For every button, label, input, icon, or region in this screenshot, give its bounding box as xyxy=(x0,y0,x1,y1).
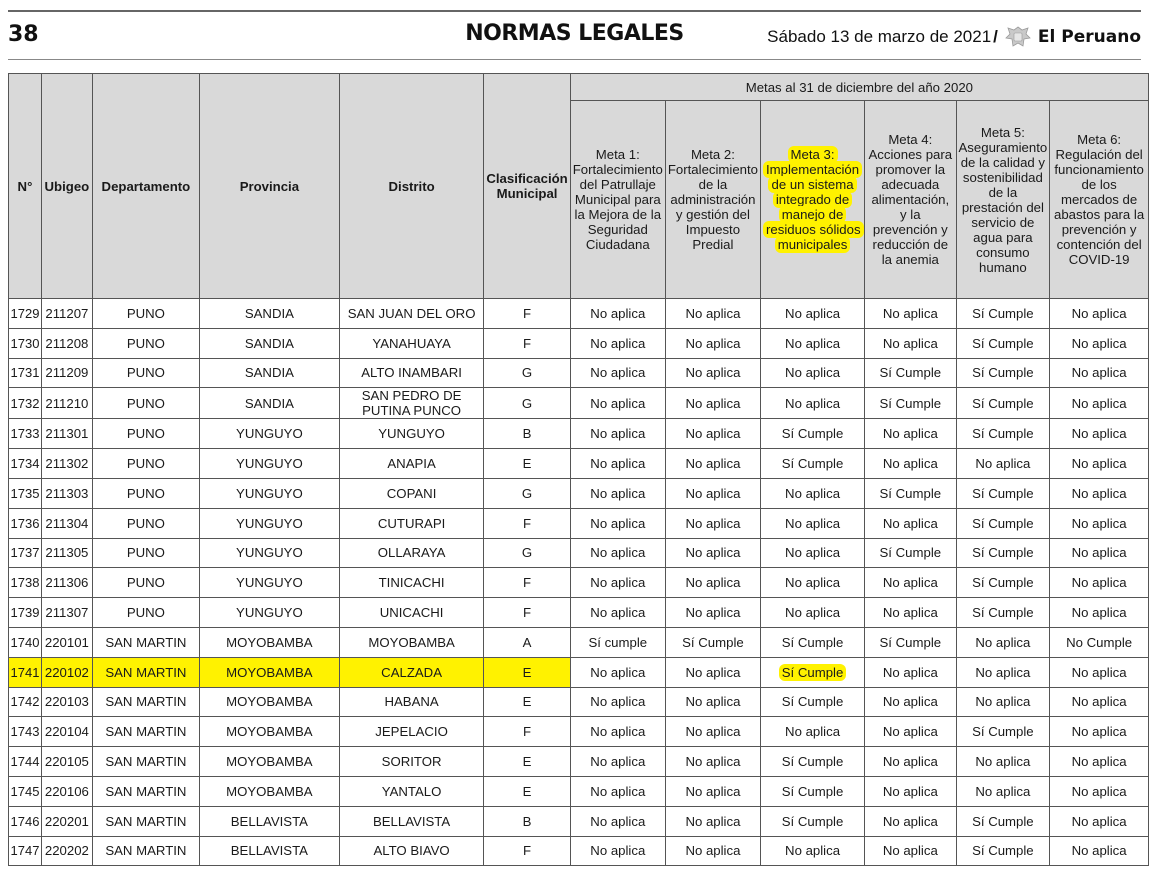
cell-ubigeo: 211209 xyxy=(41,358,92,388)
cell-provincia: YUNGUYO xyxy=(199,449,339,479)
cell-meta-4: No aplica xyxy=(865,836,956,866)
cell-distrito: SAN PEDRO DE PUTINA PUNCO xyxy=(339,388,484,419)
table-row xyxy=(9,358,1149,388)
col-header-distrito: Distrito xyxy=(339,74,484,299)
cell-meta-3: No aplica xyxy=(761,388,865,419)
cell-meta-2: No aplica xyxy=(665,806,760,836)
cell-meta-5: Sí Cumple xyxy=(956,328,1050,358)
col-header-departamento: Departamento xyxy=(92,74,199,299)
cell-meta-6: No aplica xyxy=(1050,388,1149,419)
cell-clasificacion: F xyxy=(484,299,570,329)
cell-departamento: PUNO xyxy=(92,388,199,419)
page-number: 38 xyxy=(8,22,39,47)
cell-meta-5: Sí Cumple xyxy=(956,358,1050,388)
cell-meta-4: No aplica xyxy=(865,657,956,687)
table-row xyxy=(9,419,1149,449)
meta-3-highlight: Sí Cumple xyxy=(779,664,847,681)
cell-n: 1745 xyxy=(9,776,42,806)
cell-meta-3: No aplica xyxy=(761,568,865,598)
cell-meta-5: Sí Cumple xyxy=(956,538,1050,568)
cell-distrito: CUTURAPI xyxy=(339,508,484,538)
cell-meta-5: Sí Cumple xyxy=(956,478,1050,508)
cell-departamento: PUNO xyxy=(92,299,199,329)
cell-meta-6: No aplica xyxy=(1050,419,1149,449)
col-header-meta-1: Meta 1: Fortalecimiento del Patrullaje Municipal para la Mejora de la Seguridad Ciudadana xyxy=(570,101,665,299)
cell-meta-6: No aplica xyxy=(1050,449,1149,479)
cell-provincia: SANDIA xyxy=(199,358,339,388)
cell-clasificacion: G xyxy=(484,388,570,419)
cell-meta-1: No aplica xyxy=(570,478,665,508)
cell-meta-2: No aplica xyxy=(665,598,760,628)
cell-meta-2: No aplica xyxy=(665,388,760,419)
cell-meta-4: Sí Cumple xyxy=(865,388,956,419)
cell-n: 1744 xyxy=(9,747,42,777)
cell-departamento: SAN MARTIN xyxy=(92,657,199,687)
cell-meta-6: No aplica xyxy=(1050,328,1149,358)
cell-meta-4: Sí Cumple xyxy=(865,478,956,508)
table-row xyxy=(9,598,1149,628)
table-row xyxy=(9,776,1149,806)
cell-n: 1730 xyxy=(9,328,42,358)
cell-meta-6: No aplica xyxy=(1050,299,1149,329)
cell-provincia: MOYOBAMBA xyxy=(199,627,339,657)
cell-meta-4: No aplica xyxy=(865,776,956,806)
cell-ubigeo: 211301 xyxy=(41,419,92,449)
cell-meta-1: No aplica xyxy=(570,806,665,836)
cell-meta-6: No aplica xyxy=(1050,806,1149,836)
cell-meta-1: No aplica xyxy=(570,419,665,449)
cell-clasificacion: B xyxy=(484,806,570,836)
cell-ubigeo: 220102 xyxy=(41,657,92,687)
cell-provincia: MOYOBAMBA xyxy=(199,657,339,687)
cell-ubigeo: 211307 xyxy=(41,598,92,628)
publication-title: NORMAS LEGALES xyxy=(465,21,684,46)
cell-clasificacion: F xyxy=(484,508,570,538)
cell-meta-6: No aplica xyxy=(1050,747,1149,777)
cell-ubigeo: 220101 xyxy=(41,627,92,657)
cell-n: 1735 xyxy=(9,478,42,508)
cell-provincia: YUNGUYO xyxy=(199,568,339,598)
cell-meta-5: No aplica xyxy=(956,747,1050,777)
cell-meta-1: No aplica xyxy=(570,449,665,479)
cell-distrito: HABANA xyxy=(339,687,484,717)
cell-meta-6: No aplica xyxy=(1050,568,1149,598)
cell-clasificacion: E xyxy=(484,776,570,806)
cell-departamento: PUNO xyxy=(92,598,199,628)
meta-3-highlight: Meta 3: Implementación de un sistema integrado de manejo de residuos sólidos municipales xyxy=(763,146,864,253)
cell-distrito: MOYOBAMBA xyxy=(339,627,484,657)
cell-departamento: SAN MARTIN xyxy=(92,806,199,836)
table-row xyxy=(9,806,1149,836)
cell-meta-5: Sí Cumple xyxy=(956,806,1050,836)
cell-n: 1729 xyxy=(9,299,42,329)
cell-clasificacion: E xyxy=(484,657,570,687)
cell-departamento: PUNO xyxy=(92,449,199,479)
cell-departamento: SAN MARTIN xyxy=(92,776,199,806)
coat-of-arms-icon xyxy=(1004,24,1032,50)
cell-meta-6: No aplica xyxy=(1050,687,1149,717)
cell-meta-4: Sí Cumple xyxy=(865,627,956,657)
cell-meta-3: No aplica xyxy=(761,717,865,747)
cell-meta-5: No aplica xyxy=(956,449,1050,479)
cell-meta-4: No aplica xyxy=(865,806,956,836)
cell-n: 1747 xyxy=(9,836,42,866)
cell-clasificacion: F xyxy=(484,717,570,747)
cell-departamento: PUNO xyxy=(92,358,199,388)
cell-distrito: COPANI xyxy=(339,478,484,508)
cell-meta-2: No aplica xyxy=(665,568,760,598)
cell-meta-2: No aplica xyxy=(665,299,760,329)
table-row xyxy=(9,328,1149,358)
col-header-meta-4: Meta 4: Acciones para promover la adecuada alimentación, y la prevención y reducción de la anemia xyxy=(865,101,956,299)
col-header-meta-6: Meta 6: Regulación del funcionamiento de los mercados de abastos para la prevención y contención del COVID-19 xyxy=(1050,101,1149,299)
cell-ubigeo: 211302 xyxy=(41,449,92,479)
cell-clasificacion: G xyxy=(484,358,570,388)
issue-date: Sábado 13 de marzo de 2021 xyxy=(767,27,992,46)
cell-meta-5: No aplica xyxy=(956,657,1050,687)
cell-provincia: YUNGUYO xyxy=(199,478,339,508)
cell-meta-1: No aplica xyxy=(570,568,665,598)
cell-meta-2: No aplica xyxy=(665,687,760,717)
date-separator: / xyxy=(993,27,998,46)
cell-meta-6: No aplica xyxy=(1050,538,1149,568)
cell-ubigeo: 220106 xyxy=(41,776,92,806)
cell-distrito: JEPELACIO xyxy=(339,717,484,747)
cell-distrito: ANAPIA xyxy=(339,449,484,479)
table-row xyxy=(9,449,1149,479)
cell-meta-5: Sí Cumple xyxy=(956,717,1050,747)
cell-meta-6: No aplica xyxy=(1050,836,1149,866)
cell-distrito: UNICACHI xyxy=(339,598,484,628)
cell-ubigeo: 211305 xyxy=(41,538,92,568)
cell-meta-5: Sí Cumple xyxy=(956,598,1050,628)
cell-meta-3: No aplica xyxy=(761,358,865,388)
cell-clasificacion: F xyxy=(484,568,570,598)
cell-meta-2: Sí Cumple xyxy=(665,627,760,657)
header-rule xyxy=(8,59,1141,60)
col-header-clasificacion: Clasificación Municipal xyxy=(484,74,570,299)
cell-meta-1: No aplica xyxy=(570,717,665,747)
cell-departamento: PUNO xyxy=(92,419,199,449)
cell-meta-5: Sí Cumple xyxy=(956,299,1050,329)
cell-meta-5: Sí Cumple xyxy=(956,388,1050,419)
cell-clasificacion: G xyxy=(484,478,570,508)
cell-distrito: OLLARAYA xyxy=(339,538,484,568)
cell-distrito: BELLAVISTA xyxy=(339,806,484,836)
cell-meta-4: No aplica xyxy=(865,598,956,628)
metas-table xyxy=(8,73,1149,866)
cell-n: 1741 xyxy=(9,657,42,687)
cell-meta-3: No aplica xyxy=(761,478,865,508)
cell-meta-2: No aplica xyxy=(665,358,760,388)
cell-clasificacion: F xyxy=(484,836,570,866)
cell-clasificacion: G xyxy=(484,538,570,568)
table-row xyxy=(9,747,1149,777)
table-row xyxy=(9,568,1149,598)
cell-clasificacion: B xyxy=(484,419,570,449)
cell-meta-1: No aplica xyxy=(570,328,665,358)
cell-meta-4: No aplica xyxy=(865,687,956,717)
cell-meta-2: No aplica xyxy=(665,538,760,568)
cell-meta-6: No aplica xyxy=(1050,358,1149,388)
cell-meta-3: Sí Cumple xyxy=(761,806,865,836)
cell-clasificacion: A xyxy=(484,627,570,657)
cell-departamento: SAN MARTIN xyxy=(92,627,199,657)
col-header-meta-5: Meta 5: Aseguramiento de la calidad y sostenibilidad de la prestación del servicio de agua para consumo humano xyxy=(956,101,1050,299)
cell-meta-4: Sí Cumple xyxy=(865,538,956,568)
cell-departamento: PUNO xyxy=(92,568,199,598)
cell-meta-3 xyxy=(761,657,865,687)
cell-meta-1: No aplica xyxy=(570,538,665,568)
cell-meta-5: No aplica xyxy=(956,627,1050,657)
cell-n: 1740 xyxy=(9,627,42,657)
cell-clasificacion: E xyxy=(484,687,570,717)
cell-meta-4: No aplica xyxy=(865,299,956,329)
cell-meta-6: No aplica xyxy=(1050,657,1149,687)
col-header-n: N° xyxy=(9,74,42,299)
cell-clasificacion: E xyxy=(484,747,570,777)
cell-meta-1: No aplica xyxy=(570,358,665,388)
cell-meta-5: Sí Cumple xyxy=(956,568,1050,598)
cell-departamento: PUNO xyxy=(92,508,199,538)
table-row xyxy=(9,687,1149,717)
cell-ubigeo: 211207 xyxy=(41,299,92,329)
cell-meta-3: Sí Cumple xyxy=(761,419,865,449)
cell-distrito: YUNGUYO xyxy=(339,419,484,449)
cell-meta-5: Sí Cumple xyxy=(956,836,1050,866)
table-row xyxy=(9,299,1149,329)
cell-ubigeo: 220105 xyxy=(41,747,92,777)
cell-meta-2: No aplica xyxy=(665,747,760,777)
cell-departamento: SAN MARTIN xyxy=(92,717,199,747)
cell-meta-5: No aplica xyxy=(956,687,1050,717)
cell-provincia: YUNGUYO xyxy=(199,419,339,449)
cell-n: 1738 xyxy=(9,568,42,598)
cell-meta-3: Sí Cumple xyxy=(761,449,865,479)
col-header-meta-2: Meta 2: Fortalecimiento de la administración y gestión del Impuesto Predial xyxy=(665,101,760,299)
cell-meta-4: No aplica xyxy=(865,449,956,479)
cell-provincia: SANDIA xyxy=(199,388,339,419)
cell-meta-3: No aplica xyxy=(761,836,865,866)
cell-provincia: SANDIA xyxy=(199,299,339,329)
cell-meta-1: No aplica xyxy=(570,657,665,687)
cell-distrito: SAN JUAN DEL ORO xyxy=(339,299,484,329)
cell-meta-6: No Cumple xyxy=(1050,627,1149,657)
cell-n: 1743 xyxy=(9,717,42,747)
cell-meta-6: No aplica xyxy=(1050,508,1149,538)
cell-ubigeo: 220104 xyxy=(41,717,92,747)
cell-meta-3: Sí Cumple xyxy=(761,747,865,777)
cell-meta-2: No aplica xyxy=(665,657,760,687)
cell-meta-2: No aplica xyxy=(665,419,760,449)
table-row xyxy=(9,627,1149,657)
cell-meta-5: Sí Cumple xyxy=(956,508,1050,538)
col-header-meta-3 xyxy=(761,101,865,299)
cell-n: 1731 xyxy=(9,358,42,388)
cell-distrito: ALTO INAMBARI xyxy=(339,358,484,388)
cell-distrito: ALTO BIAVO xyxy=(339,836,484,866)
cell-meta-6: No aplica xyxy=(1050,478,1149,508)
cell-meta-2: No aplica xyxy=(665,449,760,479)
cell-provincia: BELLAVISTA xyxy=(199,836,339,866)
cell-meta-3: No aplica xyxy=(761,538,865,568)
cell-meta-1: No aplica xyxy=(570,388,665,419)
cell-n: 1732 xyxy=(9,388,42,419)
cell-provincia: BELLAVISTA xyxy=(199,806,339,836)
cell-n: 1739 xyxy=(9,598,42,628)
cell-departamento: SAN MARTIN xyxy=(92,836,199,866)
cell-clasificacion: F xyxy=(484,328,570,358)
cell-meta-3: Sí Cumple xyxy=(761,687,865,717)
cell-n: 1742 xyxy=(9,687,42,717)
table-row xyxy=(9,836,1149,866)
cell-provincia: YUNGUYO xyxy=(199,538,339,568)
cell-meta-1: No aplica xyxy=(570,598,665,628)
cell-clasificacion: E xyxy=(484,449,570,479)
cell-ubigeo: 211210 xyxy=(41,388,92,419)
cell-meta-2: No aplica xyxy=(665,508,760,538)
cell-meta-5: No aplica xyxy=(956,776,1050,806)
cell-ubigeo: 220202 xyxy=(41,836,92,866)
cell-meta-4: No aplica xyxy=(865,747,956,777)
cell-provincia: MOYOBAMBA xyxy=(199,687,339,717)
cell-meta-3: Sí Cumple xyxy=(761,627,865,657)
cell-provincia: MOYOBAMBA xyxy=(199,717,339,747)
cell-meta-1: No aplica xyxy=(570,299,665,329)
cell-n: 1746 xyxy=(9,806,42,836)
top-rule xyxy=(8,10,1141,12)
cell-departamento: PUNO xyxy=(92,538,199,568)
cell-meta-1: Sí cumple xyxy=(570,627,665,657)
table-row xyxy=(9,508,1149,538)
table-body xyxy=(9,299,1149,866)
cell-meta-1: No aplica xyxy=(570,508,665,538)
cell-distrito: YANTALO xyxy=(339,776,484,806)
cell-meta-6: No aplica xyxy=(1050,717,1149,747)
cell-meta-5: Sí Cumple xyxy=(956,419,1050,449)
cell-meta-2: No aplica xyxy=(665,776,760,806)
cell-distrito: SORITOR xyxy=(339,747,484,777)
cell-meta-3: Sí Cumple xyxy=(761,776,865,806)
col-header-ubigeo: Ubigeo xyxy=(41,74,92,299)
cell-meta-6: No aplica xyxy=(1050,776,1149,806)
cell-n: 1737 xyxy=(9,538,42,568)
cell-meta-2: No aplica xyxy=(665,328,760,358)
cell-meta-3: No aplica xyxy=(761,299,865,329)
cell-clasificacion: F xyxy=(484,598,570,628)
cell-ubigeo: 211304 xyxy=(41,508,92,538)
cell-meta-4: No aplica xyxy=(865,568,956,598)
table-row xyxy=(9,478,1149,508)
table-row xyxy=(9,388,1149,419)
cell-distrito: TINICACHI xyxy=(339,568,484,598)
cell-meta-4: No aplica xyxy=(865,717,956,747)
cell-n: 1734 xyxy=(9,449,42,479)
page-header xyxy=(8,18,1141,58)
cell-provincia: MOYOBAMBA xyxy=(199,747,339,777)
cell-meta-2: No aplica xyxy=(665,478,760,508)
cell-meta-4: No aplica xyxy=(865,328,956,358)
col-header-provincia: Provincia xyxy=(199,74,339,299)
brand-name: El Peruano xyxy=(1037,27,1141,47)
cell-ubigeo: 211306 xyxy=(41,568,92,598)
cell-meta-1: No aplica xyxy=(570,776,665,806)
dateline xyxy=(767,24,1141,50)
cell-distrito: CALZADA xyxy=(339,657,484,687)
cell-n: 1736 xyxy=(9,508,42,538)
cell-meta-2: No aplica xyxy=(665,717,760,747)
cell-ubigeo: 220201 xyxy=(41,806,92,836)
cell-meta-1: No aplica xyxy=(570,836,665,866)
group-header-metas: Metas al 31 de diciembre del año 2020 xyxy=(570,74,1148,101)
cell-provincia: YUNGUYO xyxy=(199,508,339,538)
cell-ubigeo: 211208 xyxy=(41,328,92,358)
cell-meta-1: No aplica xyxy=(570,687,665,717)
cell-ubigeo: 211303 xyxy=(41,478,92,508)
cell-meta-3: No aplica xyxy=(761,508,865,538)
cell-departamento: PUNO xyxy=(92,328,199,358)
cell-meta-3: No aplica xyxy=(761,328,865,358)
table-row xyxy=(9,657,1149,687)
cell-n: 1733 xyxy=(9,419,42,449)
table-row xyxy=(9,717,1149,747)
cell-departamento: PUNO xyxy=(92,478,199,508)
cell-provincia: SANDIA xyxy=(199,328,339,358)
cell-meta-2: No aplica xyxy=(665,836,760,866)
cell-meta-4: No aplica xyxy=(865,508,956,538)
cell-meta-1: No aplica xyxy=(570,747,665,777)
cell-ubigeo: 220103 xyxy=(41,687,92,717)
cell-provincia: MOYOBAMBA xyxy=(199,776,339,806)
cell-provincia: YUNGUYO xyxy=(199,598,339,628)
cell-departamento: SAN MARTIN xyxy=(92,687,199,717)
cell-distrito: YANAHUAYA xyxy=(339,328,484,358)
cell-meta-6: No aplica xyxy=(1050,598,1149,628)
table-row xyxy=(9,538,1149,568)
cell-meta-3: No aplica xyxy=(761,598,865,628)
cell-meta-4: Sí Cumple xyxy=(865,358,956,388)
cell-meta-4: No aplica xyxy=(865,419,956,449)
cell-departamento: SAN MARTIN xyxy=(92,747,199,777)
